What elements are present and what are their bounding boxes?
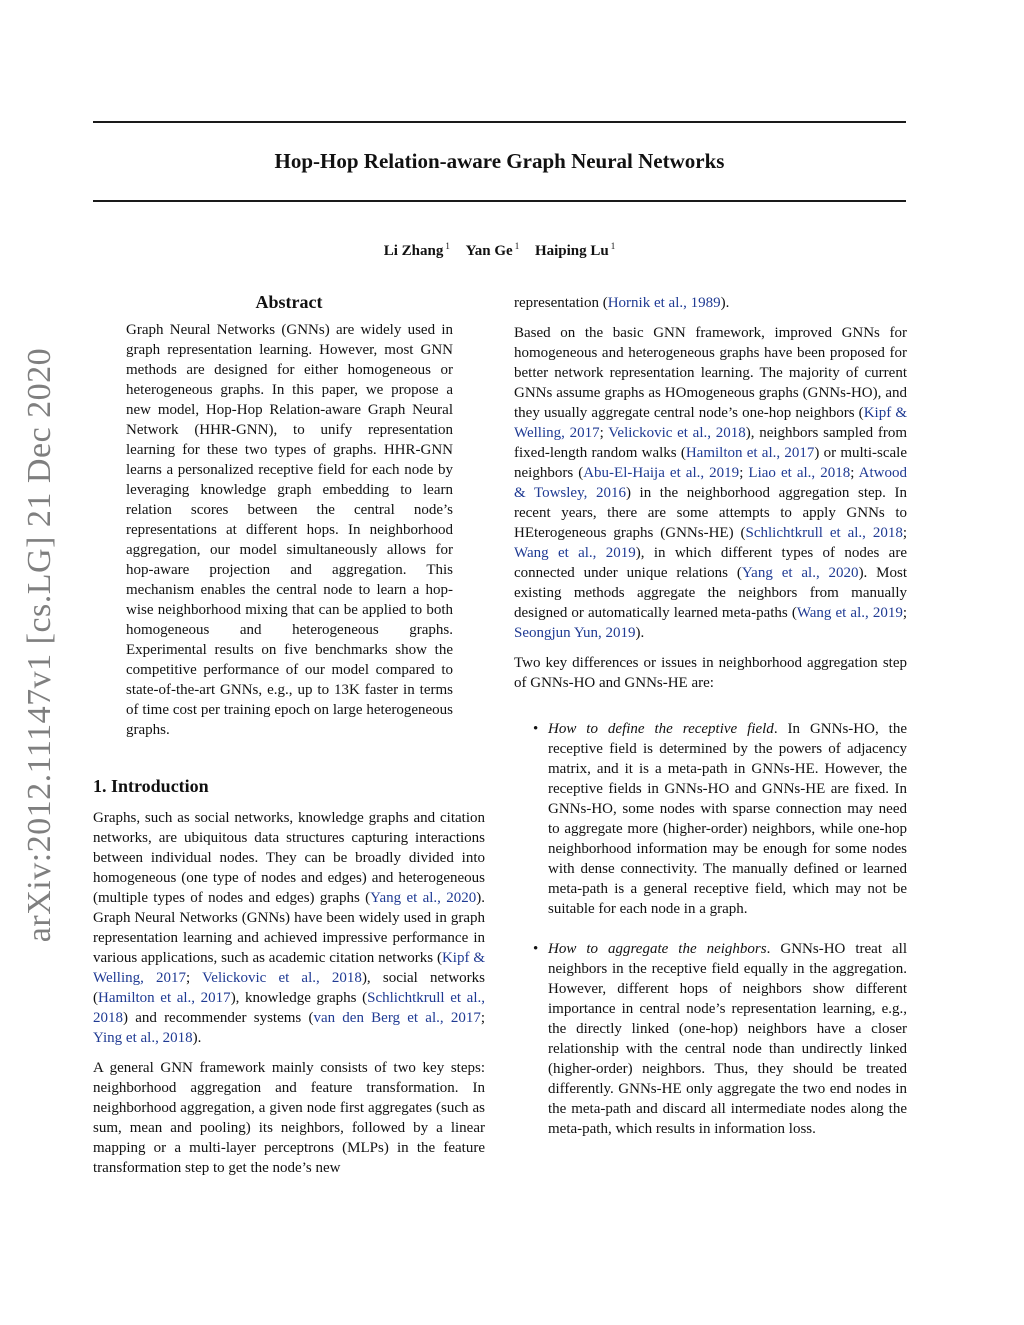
- text-run: ).: [635, 625, 645, 641]
- bullet-text: . GNNs-HO treat all neighbors in the receptive field equally in the aggregation. However, different hops of neighbors show different importance in central node’s representation learning, e.g., the directly linked (one-hop) neighbors have a closer relationship with the central node than undirectly linked (higher-order) neighbors. Thus, they should be treated differently. GNNs-HE only aggregate the two end nodes in the meta-path and discard all intermediate nodes along the meta-path, which results in information loss.: [548, 941, 907, 1137]
- issues-bullet-list: [514, 719, 907, 1139]
- text-run: ;: [599, 425, 609, 441]
- citation-link[interactable]: Hamilton et al., 2017: [685, 445, 815, 461]
- bullet-item-receptive-field: [514, 719, 907, 919]
- text-run: ), neighbors sampled from fixed-length random walks (: [514, 425, 907, 461]
- text-run: ) and recommender systems (: [123, 1010, 314, 1026]
- text-run: ) in the neighborhood aggregation step. In recent years, there are some attempts to apply GNNs to HEterogeneous graphs (GNNs-HE) (: [514, 485, 907, 541]
- intro-paragraph-continued: [514, 293, 907, 313]
- text-run: ) or multi-scale neighbors (: [514, 445, 907, 481]
- text-run: ).: [720, 295, 730, 311]
- title-rule-top: [93, 121, 906, 123]
- paper-title: Hop-Hop Relation-aware Graph Neural Networks: [274, 149, 725, 173]
- citation-link[interactable]: Wang et al., 2019: [796, 605, 903, 621]
- citation-link[interactable]: Hornik et al., 1989: [607, 295, 721, 311]
- intro-paragraph-3: [514, 323, 907, 643]
- bullet-marker: •: [533, 941, 539, 957]
- text-run: ;: [902, 525, 908, 541]
- text-run: ;: [186, 970, 203, 986]
- title-rule-bottom: [93, 200, 906, 202]
- citation-link[interactable]: Kipf & Welling, 2017: [514, 405, 907, 441]
- section-heading-introduction: 1. Introduction: [93, 776, 209, 796]
- text-run: ), knowledge graphs (: [230, 990, 368, 1006]
- citation-link[interactable]: Kipf & Welling, 2017: [93, 950, 485, 986]
- citation-link[interactable]: Yang et al., 2020: [741, 565, 859, 581]
- citation-link[interactable]: Wang et al., 2019: [514, 545, 636, 561]
- right-column: [514, 293, 907, 1159]
- text-run: Based on the basic GNN framework, improved GNNs for homogeneous and heterogeneous graphs have been proposed for better network representation learning. The majority of current GNNs assume graphs as HOmogeneous graphs (GNNs-HO), and they usually aggregate central node’s one-hop neighbors (: [514, 325, 907, 421]
- citation-link[interactable]: Atwood & Towsley, 2016: [514, 465, 907, 501]
- text-run: ;: [480, 1010, 485, 1026]
- author-name: Li Zhang: [383, 243, 444, 259]
- text-run: ), in which different types of nodes are connected under unique relations (: [514, 545, 907, 581]
- citation-link[interactable]: van den Berg et al., 2017: [313, 1010, 481, 1026]
- citation-link[interactable]: Schlichtkrull et al., 2018: [745, 525, 903, 541]
- bullet-text: . In GNNs-HO, the receptive field is determined by the powers of adjacency matrix, and it is a meta-path in GNNs-HE. However, the receptive fields in GNNs-HO and GNNs-HE are fixed. In GNNs-HO, some nodes with sparse connection may need to aggregate more (higher-order) neighbors, while one-hop neighborhood information may be enough for some nodes with dense connectivity. The manually defined or learned meta-path is a general receptive field, which may not be suitable for each node in a graph.: [548, 721, 907, 917]
- author-name: Haiping Lu: [534, 243, 609, 259]
- abstract-body: Graph Neural Networks (GNNs) are widely used in graph representation learning. However, most GNN methods are designed for either homogeneous or heterogeneous graphs. In this paper, we propose a new model, Hop-Hop Relation-aware Graph Neural Network (HHR-GNN), to unify representation learning for these two types of graphs. HHR-GNN learns a personalized receptive field for each node by leveraging knowledge graph embedding to learn relation scores between the central node’s representations at different hops. In neighborhood aggregation, our model simultaneously allows for hop-aware projection and aggregation. This mechanism enables the central node to learn a hop-wise neighborhood mixing that can be applied to both homogeneous and heterogeneous graphs. Experimental results on five benchmarks show the competitive performance of our model compared to state-of-the-art GNNs, e.g., up to 13K faster in terms of time cost per training epoch on large heterogeneous graphs.: [126, 322, 453, 738]
- author-name: Yan Ge: [465, 243, 513, 259]
- citation-link[interactable]: Abu-El-Haija et al., 2019: [583, 465, 740, 481]
- citation-link[interactable]: Ying et al., 2018: [93, 1030, 193, 1046]
- left-column: [93, 290, 485, 1178]
- text-run: ). Most existing methods aggregate the neighbors from manually designed or automatically learned meta-paths (: [514, 565, 908, 621]
- abstract-heading: Abstract: [255, 292, 323, 312]
- citation-link[interactable]: Hamilton et al., 2017: [98, 990, 231, 1006]
- text-run: Graphs, such as social networks, knowledge graphs and citation networks, are ubiquitous data structures capturing interactions between individual nodes. They can be broadly divided into homogeneous (one type of nodes and edges) and heterogeneous (multiple types of nodes and edges) graphs (: [93, 810, 485, 906]
- citation-link[interactable]: Liao et al., 2018: [748, 465, 851, 481]
- intro-paragraph-1: [93, 808, 485, 1048]
- citation-link[interactable]: Yang et al., 2020: [370, 890, 477, 906]
- bullet-item-aggregate-neighbors: [514, 939, 907, 1139]
- author-affiliation: 1: [514, 241, 520, 251]
- citation-link[interactable]: Velickovic et al., 2018: [608, 425, 746, 441]
- author-2: [466, 243, 520, 259]
- intro-paragraph-4: Two key differences or issues in neighborhood aggregation step of GNNs-HO and GNNs-HE are:: [514, 655, 907, 691]
- author-affiliation: 1: [610, 241, 616, 251]
- text-run: ;: [739, 465, 749, 481]
- bullet-lead: How to aggregate the neighbors: [548, 941, 767, 957]
- author-list: [93, 236, 906, 261]
- bullet-lead: How to define the receptive field: [548, 721, 774, 737]
- text-run: ;: [850, 465, 859, 481]
- citation-link[interactable]: Schlichtkrull et al., 2018: [93, 990, 485, 1026]
- bullet-marker: •: [533, 721, 539, 737]
- citation-link[interactable]: Seongjun Yun, 2019: [514, 625, 636, 641]
- text-run: ).: [192, 1030, 202, 1046]
- text-run: representation (: [514, 295, 608, 311]
- author-1: [384, 243, 450, 259]
- arxiv-id-text: arXiv:2012.11147v1 [cs.LG] 21 Dec 2020: [21, 347, 58, 943]
- author-affiliation: 1: [445, 241, 450, 251]
- text-run: ). Graph Neural Networks (GNNs) have been widely used in graph representation learning and achieved impressive performance in various applications, such as academic citation networks (: [93, 890, 485, 966]
- intro-paragraph-2: A general GNN framework mainly consists of two key steps: neighborhood aggregation and feature transformation. In neighborhood aggregation, a given node first aggregates (such as sum, mean and pooling) its neighbors, followed by a linear mapping or a multi-layer perceptrons (MLPs) in the feature transformation step to get the node’s new: [93, 1060, 485, 1176]
- text-run: ;: [902, 605, 908, 621]
- citation-link[interactable]: Velickovic et al., 2018: [202, 970, 362, 986]
- text-run: ), social networks (: [93, 970, 485, 1006]
- author-3: [535, 243, 615, 259]
